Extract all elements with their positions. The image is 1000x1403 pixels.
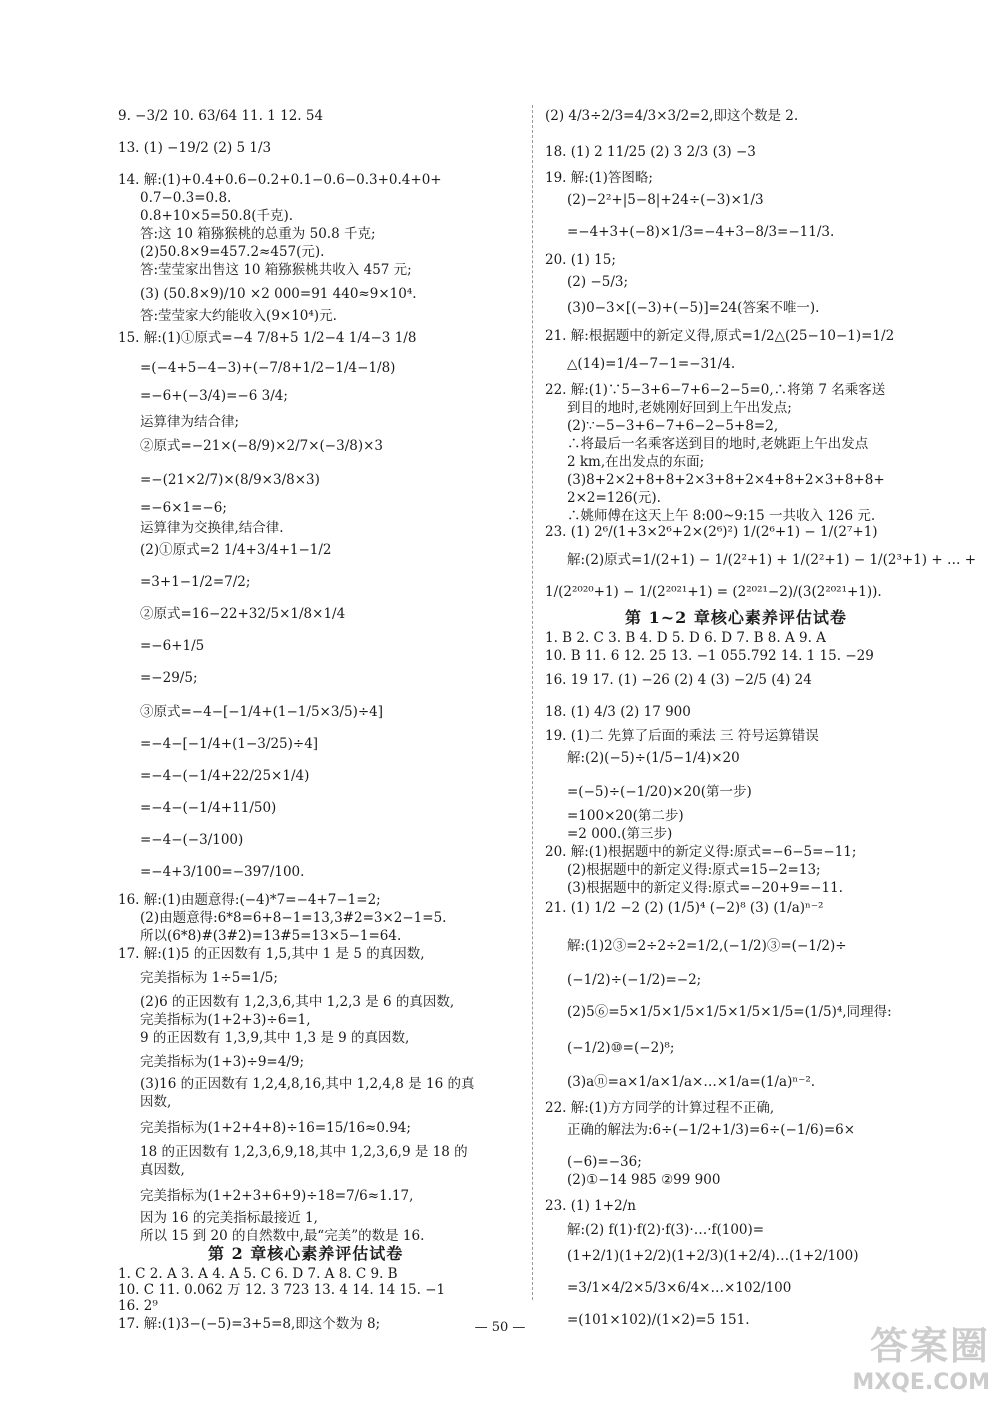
text-line: 运算律为交换律,结合律. — [140, 520, 284, 536]
text-line: ∴姚师傅在这天上午 8:00~9:15 一共收入 126 元. — [567, 508, 876, 524]
text-line: =−6+1/5 — [140, 638, 205, 654]
text-line: =(101×102)/(1×2)=5 151. — [567, 1312, 750, 1328]
text-line: 完美指标为(1+2+3+6+9)÷18=7/6≈1.17, — [140, 1188, 414, 1204]
text-line: (3) (50.8×9)/10 ×2 000=91 440≈9×10⁴. — [140, 286, 417, 302]
text-line: 答:莹莹家大约能收入(9×10⁴)元. — [140, 308, 337, 324]
text-line: 答:莹莹家出售这 10 箱猕猴桃共收入 457 元; — [140, 262, 412, 278]
text-line: 15. 解:(1)①原式=−4 7/8+5 1/2−4 1/4−3 1/8 — [118, 330, 417, 346]
text-line: 1. B 2. C 3. B 4. D 5. D 6. D 7. B 8. A 9. A — [545, 630, 826, 646]
text-line: =−4−[−1/4+(1−3/25)÷4] — [140, 736, 319, 752]
text-line: 20. 解:(1)根据题中的新定义得:原式=−6−5=−11; — [545, 844, 857, 860]
text-line: (2)5⑥=5×1/5×1/5×1/5×1/5×1/5=(1/5)⁴,同理得: — [567, 1004, 892, 1020]
section-heading: 第 2 章核心素养评估试卷 — [208, 1244, 404, 1263]
text-line: =−6×1=−6; — [140, 500, 227, 516]
text-line: ②原式=−21×(−8/9)×2/7×(−3/8)×3 — [140, 438, 384, 454]
text-line: 1/(2²⁰²⁰+1) − 1/(2²⁰²¹+1) = (2²⁰²¹−2)/(3(2²⁰²¹+1)). — [545, 584, 882, 600]
text-line: (3)16 的正因数有 1,2,4,8,16,其中 1,2,4,8 是 16 的真 — [140, 1076, 475, 1092]
watermark-url: MXQE.COM — [852, 1370, 990, 1395]
column-divider — [532, 105, 533, 1300]
text-line: 16. 2⁹ — [118, 1298, 158, 1314]
page-number: — 50 — — [474, 1320, 526, 1335]
text-line: △(14)=1/4−7−1=−31/4. — [567, 356, 736, 372]
text-line: 2 km,在出发点的东面; — [567, 454, 705, 470]
text-line: 16. 19 17. (1) −26 (2) 4 (3) −2/5 (4) 24 — [545, 672, 812, 688]
text-line: 10. C 11. 0.062 万 12. 3 723 13. 4 14. 14 15. −1 — [118, 1282, 446, 1298]
text-line: 真因数, — [140, 1162, 185, 1178]
watermark-text: 答案圈 — [869, 1324, 990, 1368]
text-line: 18 的正因数有 1,2,3,6,9,18,其中 1,2,3,6,9 是 18 的 — [140, 1144, 468, 1160]
text-line: 20. (1) 15; — [545, 252, 616, 268]
text-line: 16. 解:(1)由题意得:(−4)*7=−4+7−1=2; — [118, 892, 381, 908]
text-line: (3)aⓝ=a×1/a×1/a×…×1/a=(1/a)ⁿ⁻². — [567, 1074, 816, 1090]
text-line: =3+1−1/2=7/2; — [140, 574, 251, 590]
text-line: 完美指标为(1+2+3)÷6=1, — [140, 1012, 311, 1028]
text-line: =−4+3+(−8)×1/3=−4+3−8/3=−11/3. — [567, 224, 835, 240]
text-line: 答:这 10 箱猕猴桃的总重为 50.8 千克; — [140, 226, 376, 242]
text-line: 14. 解:(1)+0.4+0.6−0.2+0.1−0.6−0.3+0.4+0+ — [118, 172, 442, 188]
text-line: 22. 解:(1)∵5−3+6−7+6−2−5=0,∴将第 7 名乘客送 — [545, 382, 886, 398]
text-line: 运算律为结合律; — [140, 414, 240, 430]
text-line: =3/1×4/2×5/3×6/4×…×102/100 — [567, 1280, 792, 1296]
text-line: (−1/2)⑩=(−2)⁸; — [567, 1040, 675, 1056]
text-line: (1+2/1)(1+2/2)(1+2/3)(1+2/4)…(1+2/100) — [567, 1248, 859, 1264]
text-line: 9 的正因数有 1,3,9,其中 1,3 是 9 的真因数, — [140, 1030, 410, 1046]
text-line: =−4+3/100=−397/100. — [140, 864, 305, 880]
text-line: 解:(2)(−5)÷(1/5−1/4)×20 — [567, 750, 740, 766]
text-line: 19. 解:(1)答图略; — [545, 170, 653, 186]
text-line: (3)0−3×[(−3)+(−5)]=24(答案不唯一). — [567, 300, 820, 316]
text-line: 解:(2)原式=1/(2+1) − 1/(2²+1) + 1/(2²+1) − 1/(2³+1) + … + — [567, 552, 977, 568]
text-line: 完美指标为 1÷5=1/5; — [140, 970, 278, 986]
text-line: 0.7−0.3=0.8. — [140, 190, 232, 206]
text-line: 到目的地时,老姚刚好回到上午出发点; — [567, 400, 792, 416]
text-line: (2)根据题中的新定义得:原式=15−2=13; — [567, 862, 821, 878]
text-line: 1. C 2. A 3. A 4. A 5. C 6. D 7. A 8. C 9. B — [118, 1266, 398, 1282]
text-line: (2) −5/3; — [567, 274, 629, 290]
text-line: 21. (1) 1/2 −2 (2) (1/5)⁴ (−2)⁸ (3) (1/a)ⁿ⁻² — [545, 900, 824, 916]
text-line: (−6)=−36; — [567, 1154, 642, 1170]
text-line: 完美指标为(1+3)÷9=4/9; — [140, 1054, 305, 1070]
text-line: 解:(2) f(1)·f(2)·f(3)·…·f(100)= — [567, 1222, 765, 1238]
text-line: 19. (1)二 先算了后面的乘法 三 符号运算错误 — [545, 728, 819, 744]
text-line: 9. −3/2 10. 63/64 11. 1 12. 54 — [118, 108, 324, 124]
text-line: =100×20(第二步) — [567, 808, 684, 824]
text-line: (3)8+2×2+8+8+2×3+8+2×4+8+2×3+8+8+ — [567, 472, 885, 488]
section-heading: 第 1~2 章核心素养评估试卷 — [625, 608, 847, 627]
watermark-logo — [852, 1315, 990, 1395]
text-line: 17. 解:(1)3−(−5)=3+5=8,即这个数为 8; — [118, 1316, 381, 1332]
text-line: (2)∵−5−3+6−7+6−2−5+8=2, — [567, 418, 779, 434]
text-line: ②原式=16−22+32/5×1/8×1/4 — [140, 606, 346, 622]
text-line: 21. 解:根据题中的新定义得,原式=1/2△(25−10−1)=1/2 — [545, 328, 895, 344]
text-line: 完美指标为(1+2+4+8)÷16=15/16≈0.94; — [140, 1120, 411, 1136]
text-line: 0.8+10×5=50.8(千克). — [140, 208, 294, 224]
text-line: =−(21×2/7)×(8/9×3/8×3) — [140, 472, 320, 488]
text-line: 因数, — [140, 1094, 172, 1110]
text-line: 因为 16 的完美指标最接近 1, — [140, 1210, 318, 1226]
text-line: =−29/5; — [140, 670, 198, 686]
text-line: =−4−(−1/4+22/25×1/4) — [140, 768, 310, 784]
text-line: =(−4+5−4−3)+(−7/8+1/2−1/4−1/8) — [140, 360, 396, 376]
text-line: ③原式=−4−[−1/4+(1−1/5×3/5)÷4] — [140, 704, 384, 720]
text-line: (3)根据题中的新定义得:原式=−20+9=−11. — [567, 880, 843, 896]
text-line: 18. (1) 2 11/25 (2) 3 2/3 (3) −3 — [545, 144, 756, 160]
text-line: 所以(6*8)#(3#2)=13#5=13×5−1=64. — [140, 928, 402, 944]
text-line: (2)由题意得:6*8=6+8−1=13,3#2=3×2−1=5. — [140, 910, 447, 926]
text-line: 10. B 11. 6 12. 25 13. −1 055.792 14. 1 15. −29 — [545, 648, 874, 664]
text-line: 13. (1) −19/2 (2) 5 1/3 — [118, 140, 272, 156]
text-line: =−6+(−3/4)=−6 3/4; — [140, 388, 288, 404]
text-line: 23. (1) 2⁶/(1+3×2⁶+2×(2⁶)²) 1/(2⁶+1) − 1/(2⁷+1) — [545, 524, 878, 540]
text-line: (2)①−14 985 ②99 900 — [567, 1172, 721, 1188]
text-line: 22. 解:(1)方方同学的计算过程不正确, — [545, 1100, 775, 1116]
text-line: 解:(1)2③=2÷2÷2=1/2,(−1/2)③=(−1/2)÷ — [567, 938, 847, 954]
text-line: (2)①原式=2 1/4+3/4+1−1/2 — [140, 542, 332, 558]
text-line: 17. 解:(1)5 的正因数有 1,5,其中 1 是 5 的真因数, — [118, 946, 425, 962]
text-line: 所以 15 到 20 的自然数中,最“完美”的数是 16. — [140, 1228, 425, 1244]
text-line: (2)−2²+|5−8|+24÷(−3)×1/3 — [567, 192, 764, 208]
text-line: 正确的解法为:6÷(−1/2+1/3)=6÷(−1/6)=6× — [567, 1122, 856, 1138]
text-line: (2) 4/3÷2/3=4/3×3/2=2,即这个数是 2. — [545, 108, 799, 124]
text-line: =−4−(−1/4+11/50) — [140, 800, 277, 816]
text-line: 18. (1) 4/3 (2) 17 900 — [545, 704, 691, 720]
text-line: (2)6 的正因数有 1,2,3,6,其中 1,2,3 是 6 的真因数, — [140, 994, 455, 1010]
text-line: (−1/2)÷(−1/2)=−2; — [567, 972, 702, 988]
text-line: 2×2=126(元). — [567, 490, 661, 506]
text-line: (2)50.8×9=457.2≈457(元). — [140, 244, 325, 260]
text-line: =2 000.(第三步) — [567, 826, 673, 842]
text-line: 23. (1) 1+2/n — [545, 1198, 636, 1214]
text-line: =−4−(−3/100) — [140, 832, 244, 848]
text-line: =(−5)÷(−1/20)×20(第一步) — [567, 784, 752, 800]
text-line: ∴将最后一名乘客送到目的地时,老姚距上午出发点 — [567, 436, 869, 452]
